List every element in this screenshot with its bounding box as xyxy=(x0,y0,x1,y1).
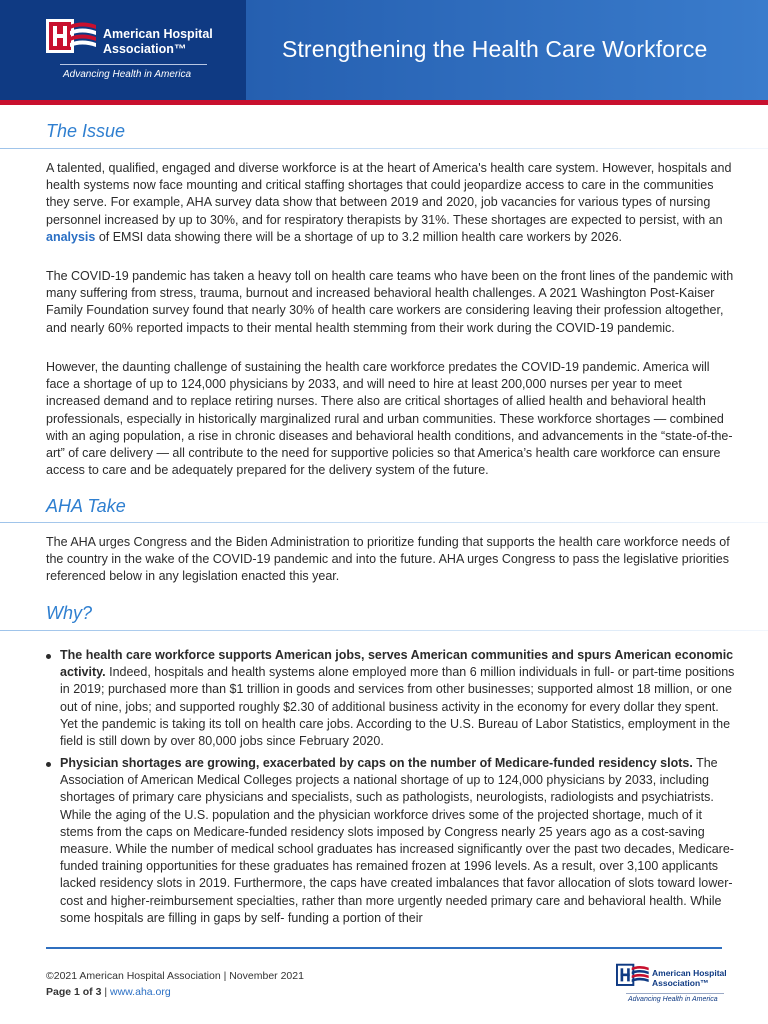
section-title-why: Why? xyxy=(46,603,93,623)
footer-aha-logo-icon xyxy=(616,962,650,989)
why-bullet-jobs xyxy=(46,647,736,750)
footer-logo-name xyxy=(652,968,727,988)
issue-paragraph-2: The COVID-19 pandemic has taken a heavy toll on health care teams who have been on the front lines of the pandemic with many suffering from stress, trauma, burnout and increased behavioral health challenges. A 2021 Washington Post-Kaiser Family Foundation survey found that nearly 30% of health care workers are considering leaving their profession altogether, and nearly 60% reported impacts to their mental health stemming from their work during the COVID-19 pandemic. xyxy=(46,269,734,335)
section-rule-why xyxy=(0,630,768,631)
why-bullet-physicians xyxy=(46,755,736,927)
logo-name-line1: American Hospital xyxy=(103,27,213,41)
issue-paragraph-1 xyxy=(46,160,736,246)
section-title-issue: The Issue xyxy=(46,121,126,141)
logo-tagline: Advancing Health in America xyxy=(63,69,192,80)
bullet-dot xyxy=(46,762,51,767)
header-title-panel xyxy=(246,0,768,100)
footer-logo-tagline: Advancing Health in America xyxy=(628,996,718,1003)
bullet-heading: The health care workforce supports American jobs, serves American communities and spurs American economic activity. xyxy=(60,648,734,680)
header-accent-strip xyxy=(0,100,768,105)
section-title-take: AHA Take xyxy=(46,496,126,516)
issue-p1-text-b: of EMSI data showing there will be a shortage of up to 3.2 million health care workers by 2026. xyxy=(95,229,623,244)
section-rule-issue xyxy=(0,148,768,149)
footer-logo-line2: Association™ xyxy=(652,978,709,988)
page-header xyxy=(0,0,768,100)
bullet-dot xyxy=(46,654,51,659)
bullet-text xyxy=(60,755,736,927)
section-rule-take xyxy=(0,522,768,523)
bullet-text xyxy=(60,647,736,750)
logo-org-name xyxy=(103,27,213,57)
page-title: Strengthening the Health Care Workforce xyxy=(282,36,708,62)
issue-p1-text-a: A talented, qualified, engaged and diverse workforce is at the heart of America's health care system. However, hospitals and health systems now face mounting and critical staffing shortages that could jeopardize access to care in the communities they serve. For example, AHA survey data show that between 2019 and 2020, job vacancies for various types of nursing personnel increased by up to 30%, and for respiratory therapists by 31%. These shortages are expected to persist, with an xyxy=(46,161,732,227)
logo-divider xyxy=(60,64,207,65)
header-logo-panel xyxy=(0,0,246,100)
aha-logo-icon xyxy=(46,17,98,57)
issue-paragraph-3: However, the daunting challenge of sustaining the health care workforce predates the COVID-19 pandemic. America will face a shortage of up to 124,000 physicians by 2033, and will need to hire at least 200,000 nurses per year to meet increased demand and to replace retiring nurses. There also are critical shortages of allied health and behavioral health professionals, especially in historically marginalized rural and urban communities. These workforce shortages — combined with an aging population, a rise in chronic diseases and behavioral health conditions, and advancements in the “state-of-the-art” of care delivery — all contribute to the need for supportive policies so that America’s health care workforce can ensure access to care and be adequately prepared for the delivery system of the future. xyxy=(46,360,733,478)
footer-logo-line1: American Hospital xyxy=(652,968,727,978)
website-link[interactable]: www.aha.org xyxy=(110,986,171,998)
logo-name-line2: Association™ xyxy=(103,42,187,56)
page-number: Page 1 of 3 xyxy=(46,986,102,998)
bullet-body: The Association of American Medical Colleges projects a national shortage of up to 124,000 physicians by 2033, including shortages of primary care physicians and specialists, such as pathologists, neurologists, radiologists and psychiatrists. While the aging of the U.S. population and the physician workforce drives some of the projected shortage, much of it stems from the caps on Medicare-funded residency slots imposed by Congress nearly 25 years ago as a cost-saving measure. While the number of medical school graduates has increased significantly over the past two decades, Medicare-funded training opportunities for these graduates has remained frozen at 1996 levels. As a result, over 3,100 applicants lacked residency slots in 2019. Furthermore, the caps have created imbalances that favor allocation of slots toward lower-cost and higher-reimbursement specialties, rather than more urgently needed primary care and behavioral health. While some hospitals are filling in gaps by self- funding a portion of their xyxy=(60,756,734,925)
bullet-heading: Physician shortages are growing, exacerbated by caps on the number of Medicare-funded residency slots. xyxy=(60,756,693,770)
footer-page-info xyxy=(46,986,171,998)
analysis-link[interactable]: analysis xyxy=(46,229,96,244)
footer-copyright: ©2021 American Hospital Association | November 2021 xyxy=(46,970,304,982)
bullet-body: Indeed, hospitals and health systems alone employed more than 6 million individuals in full- or part-time positions in 2019; purchased more than $1 trillion in goods and services from other businesses; supported almost 18 million, or one out of nine, jobs; and supported roughly $2.30 of additional business activity in the economy for every dollar they spent. Yet the pandemic is taking its toll on health care jobs. According to the U.S. Bureau of Labor Statistics, employment in the field is still down by over 80,000 jobs since February 2020. xyxy=(60,665,735,749)
footer-separator: | xyxy=(101,986,111,998)
take-paragraph: The AHA urges Congress and the Biden Administration to prioritize funding that supports the health care workforce needs of the country in the wake of the COVID-19 pandemic and into the future. AHA urges Congress to pass the legislative priorities referenced below in any legislation enacted this year. xyxy=(46,535,730,584)
footer-logo-divider xyxy=(626,993,724,994)
footer-divider xyxy=(46,947,722,949)
